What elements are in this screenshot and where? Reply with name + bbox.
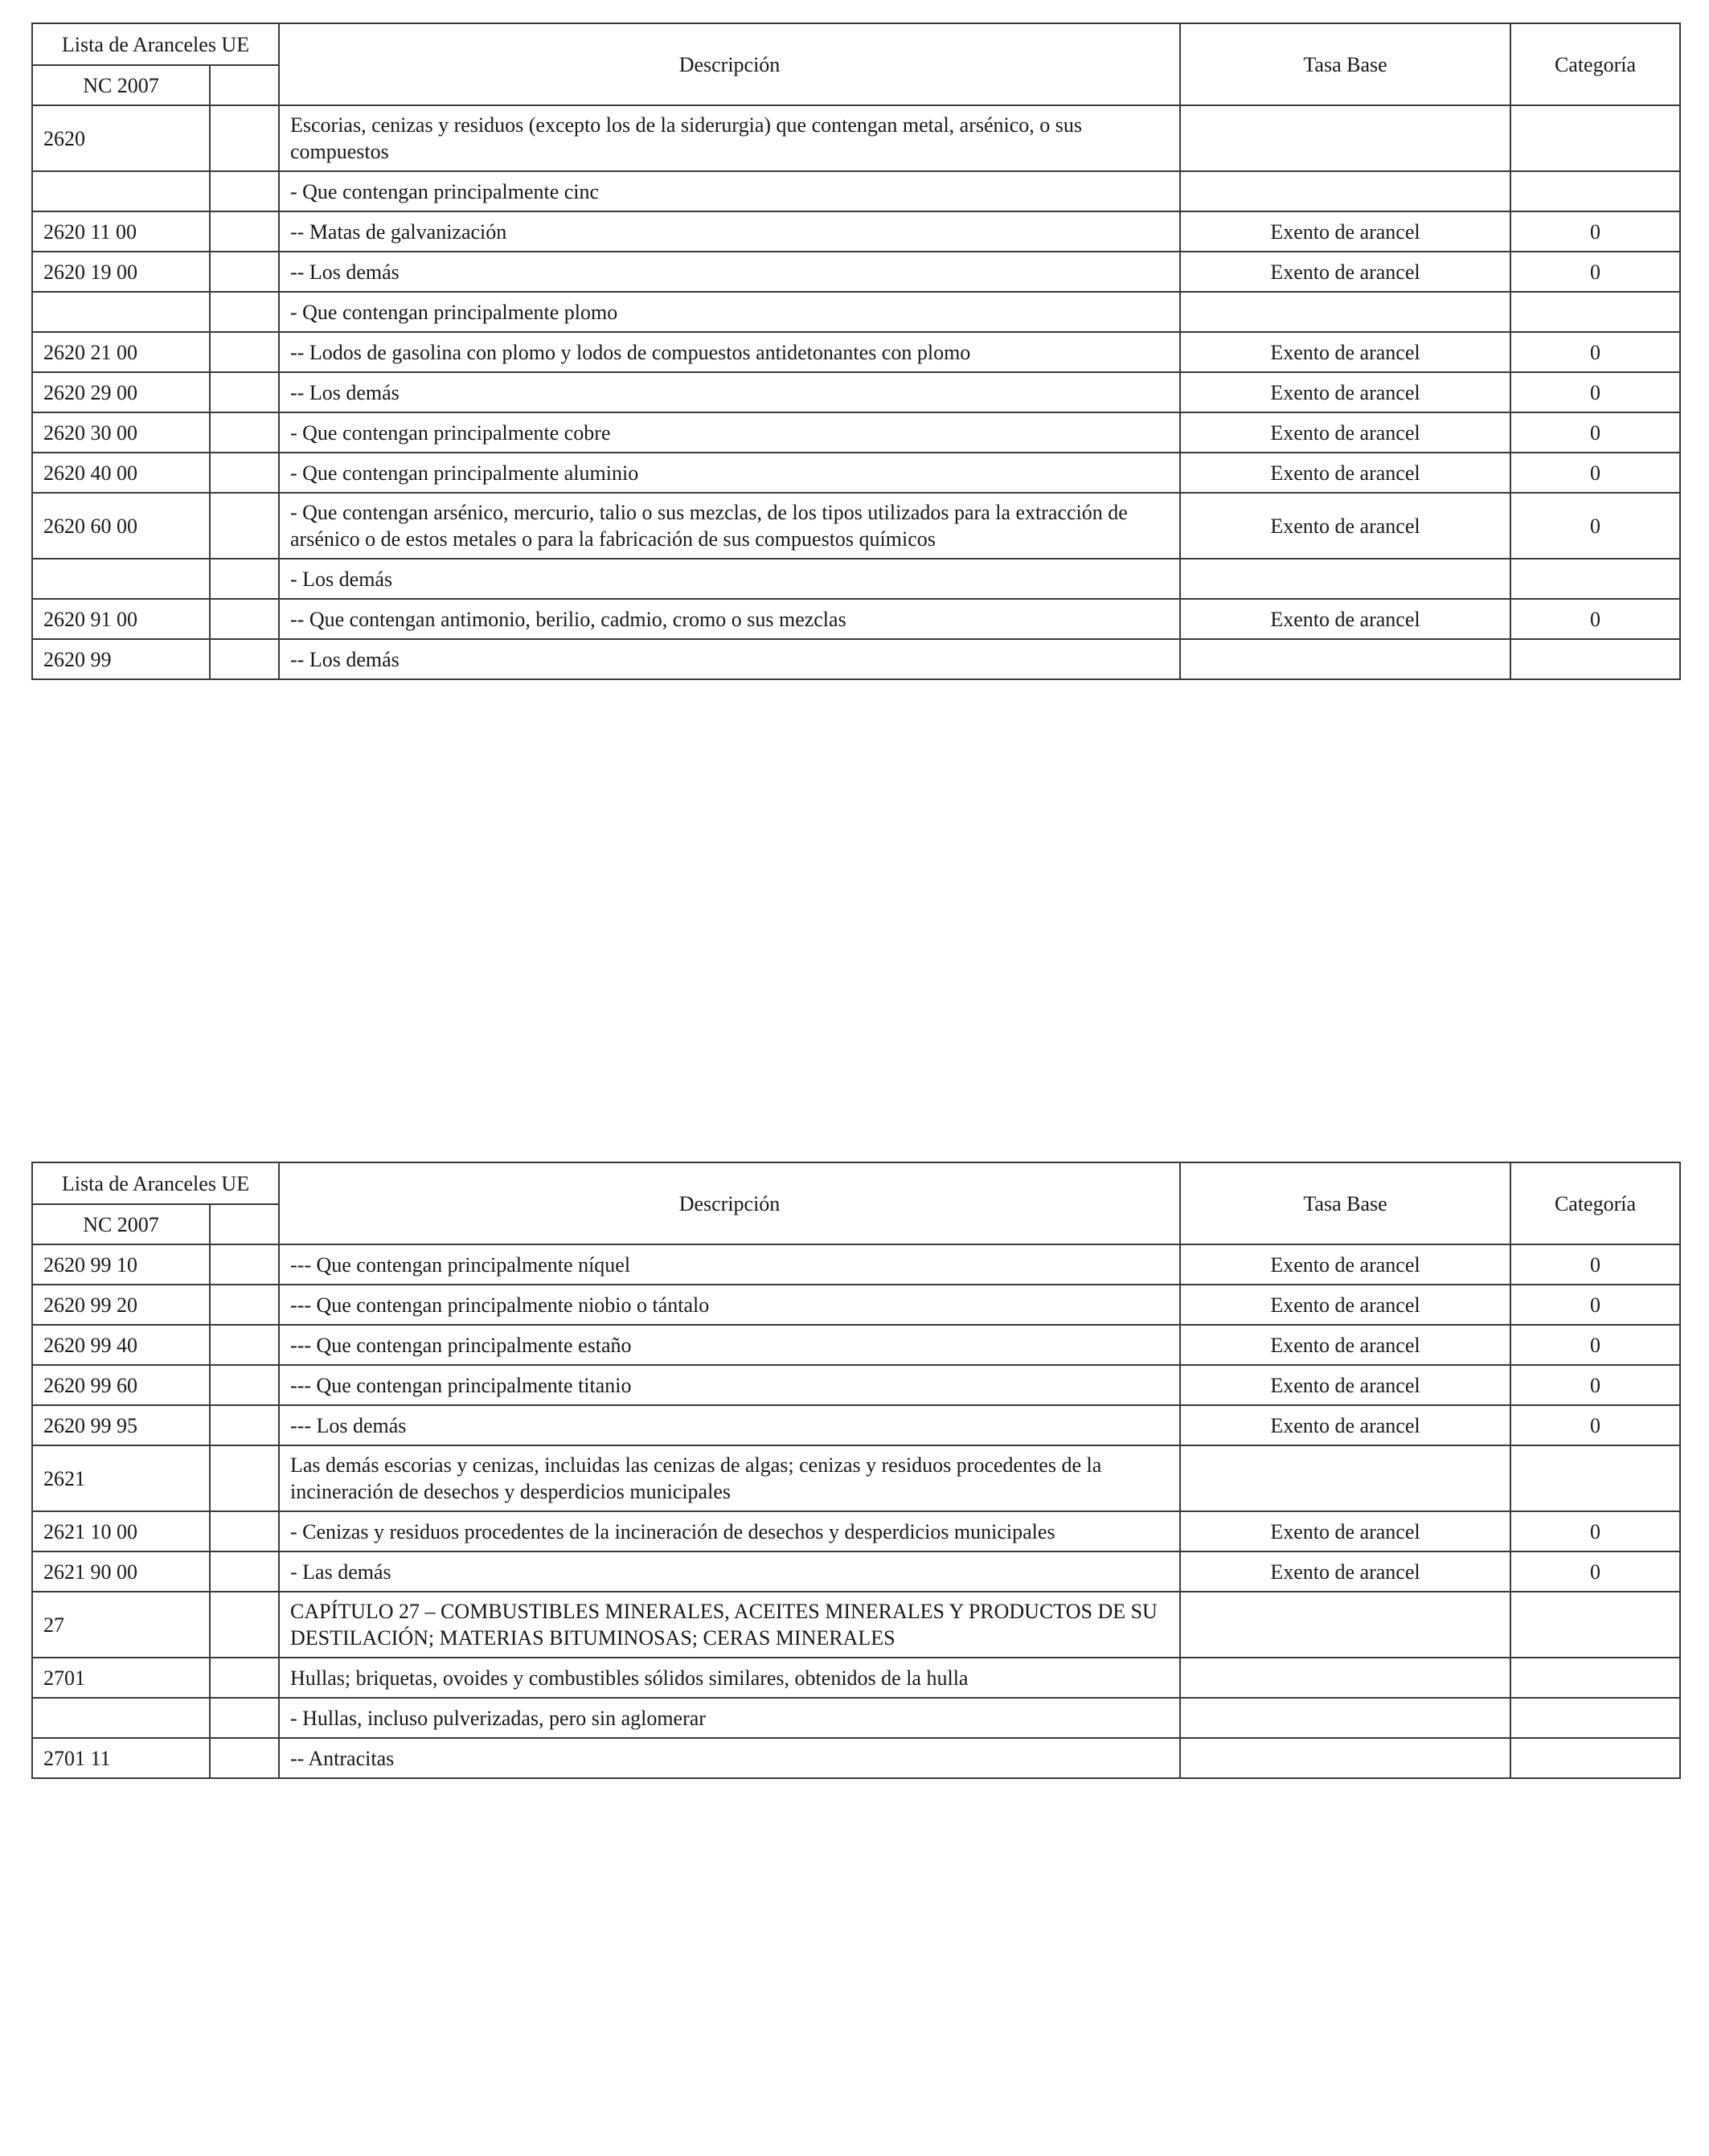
blank-cell	[210, 453, 279, 493]
code-cell	[32, 559, 210, 599]
description-cell: - Que contengan principalmente cobre	[279, 412, 1180, 453]
category-cell	[1510, 1698, 1680, 1738]
description-cell: --- Que contengan principalmente estaño	[279, 1325, 1180, 1365]
description-cell: -- Antracitas	[279, 1738, 1180, 1778]
code-cell: 2620 99 95	[32, 1405, 210, 1445]
category-cell	[1510, 1738, 1680, 1778]
blank-cell	[210, 1738, 279, 1778]
description-cell: - Las demás	[279, 1551, 1180, 1592]
description-cell: - Que contengan principalmente plomo	[279, 292, 1180, 332]
category-cell: 0	[1510, 372, 1680, 412]
table-row	[32, 1658, 1680, 1698]
code-cell: 2620 99	[32, 639, 210, 679]
description-cell: --- Que contengan principalmente níquel	[279, 1244, 1180, 1285]
table-row	[32, 1325, 1680, 1365]
base-rate-cell: Exento de arancel	[1180, 599, 1510, 639]
table-row	[32, 105, 1680, 171]
header-base-rate: Tasa Base	[1180, 23, 1510, 105]
category-cell	[1510, 105, 1680, 171]
category-cell: 0	[1510, 252, 1680, 292]
code-cell: 2621	[32, 1445, 210, 1511]
description-cell: - Que contengan principalmente aluminio	[279, 453, 1180, 493]
base-rate-cell	[1180, 105, 1510, 171]
blank-cell	[210, 211, 279, 252]
code-cell: 2620 99 60	[32, 1365, 210, 1405]
base-rate-cell: Exento de arancel	[1180, 412, 1510, 453]
description-cell: - Hullas, incluso pulverizadas, pero sin aglomerar	[279, 1698, 1180, 1738]
base-rate-cell	[1180, 1698, 1510, 1738]
base-rate-cell	[1180, 1738, 1510, 1778]
blank-cell	[210, 1698, 279, 1738]
category-cell	[1510, 292, 1680, 332]
header-nc-label: NC 2007	[32, 1204, 210, 1244]
header-blank-cell	[210, 1204, 279, 1244]
base-rate-cell: Exento de arancel	[1180, 372, 1510, 412]
description-cell: - Que contengan principalmente cinc	[279, 171, 1180, 211]
description-cell: CAPÍTULO 27 – COMBUSTIBLES MINERALES, ACEITES MINERALES Y PRODUCTOS DE SU DESTILACIÓN; MATERIAS BITUMINOSAS; CERAS MINERALES	[279, 1592, 1180, 1658]
code-cell	[32, 171, 210, 211]
description-cell: --- Los demás	[279, 1405, 1180, 1445]
base-rate-cell	[1180, 1592, 1510, 1658]
table-row	[32, 1285, 1680, 1325]
table-row	[32, 412, 1680, 453]
code-cell: 2620 99 10	[32, 1244, 210, 1285]
blank-cell	[210, 639, 279, 679]
description-cell: -- Los demás	[279, 372, 1180, 412]
code-cell: 2621 90 00	[32, 1551, 210, 1592]
code-cell: 2620 60 00	[32, 493, 210, 559]
description-cell: - Que contengan arsénico, mercurio, talio o sus mezclas, de los tipos utilizados para la extracción de arsénico o de estos metales o para la fabricación de sus compuestos químicos	[279, 493, 1180, 559]
code-cell: 2620 29 00	[32, 372, 210, 412]
table-row	[32, 332, 1680, 372]
blank-cell	[210, 493, 279, 559]
base-rate-cell: Exento de arancel	[1180, 1405, 1510, 1445]
blank-cell	[210, 1405, 279, 1445]
header-list-label: Lista de Aranceles UE	[32, 1162, 279, 1204]
blank-cell	[210, 292, 279, 332]
table-row	[32, 1511, 1680, 1551]
header-description: Descripción	[279, 1162, 1180, 1244]
table-row	[32, 1365, 1680, 1405]
category-cell: 0	[1510, 493, 1680, 559]
header-category: Categoría	[1510, 1162, 1680, 1244]
table-row	[32, 1405, 1680, 1445]
table-row	[32, 599, 1680, 639]
table-row	[32, 292, 1680, 332]
header-base-rate: Tasa Base	[1180, 1162, 1510, 1244]
table-row	[32, 1244, 1680, 1285]
base-rate-cell	[1180, 171, 1510, 211]
category-cell: 0	[1510, 1325, 1680, 1365]
code-cell: 2620	[32, 105, 210, 171]
table-row	[32, 252, 1680, 292]
code-cell: 2620 99 20	[32, 1285, 210, 1325]
category-cell: 0	[1510, 332, 1680, 372]
description-cell: -- Los demás	[279, 639, 1180, 679]
category-cell	[1510, 559, 1680, 599]
blank-cell	[210, 332, 279, 372]
category-cell	[1510, 639, 1680, 679]
header-list-label: Lista de Aranceles UE	[32, 23, 279, 65]
description-cell: --- Que contengan principalmente titanio	[279, 1365, 1180, 1405]
description-cell: --- Que contengan principalmente niobio o tántalo	[279, 1285, 1180, 1325]
code-cell: 2620 19 00	[32, 252, 210, 292]
description-cell: -- Lodos de gasolina con plomo y lodos de compuestos antidetonantes con plomo	[279, 332, 1180, 372]
description-cell: -- Los demás	[279, 252, 1180, 292]
tariff-table-2	[31, 1162, 1681, 1779]
table-row	[32, 1445, 1680, 1511]
code-cell: 2620 91 00	[32, 599, 210, 639]
blank-cell	[210, 1244, 279, 1285]
category-cell: 0	[1510, 1285, 1680, 1325]
code-cell: 2621 10 00	[32, 1511, 210, 1551]
blank-cell	[210, 1551, 279, 1592]
header-category: Categoría	[1510, 23, 1680, 105]
table-row	[32, 211, 1680, 252]
category-cell: 0	[1510, 453, 1680, 493]
header-description: Descripción	[279, 23, 1180, 105]
category-cell: 0	[1510, 1511, 1680, 1551]
blank-cell	[210, 1658, 279, 1698]
category-cell: 0	[1510, 211, 1680, 252]
base-rate-cell: Exento de arancel	[1180, 1285, 1510, 1325]
table-row	[32, 1738, 1680, 1778]
base-rate-cell: Exento de arancel	[1180, 332, 1510, 372]
blank-cell	[210, 171, 279, 211]
code-cell: 2620 30 00	[32, 412, 210, 453]
code-cell: 2620 99 40	[32, 1325, 210, 1365]
category-cell: 0	[1510, 1405, 1680, 1445]
base-rate-cell: Exento de arancel	[1180, 1511, 1510, 1551]
blank-cell	[210, 599, 279, 639]
code-cell	[32, 292, 210, 332]
blank-cell	[210, 1325, 279, 1365]
category-cell: 0	[1510, 1365, 1680, 1405]
code-cell: 2620 21 00	[32, 332, 210, 372]
header-blank-cell	[210, 65, 279, 105]
description-cell: -- Que contengan antimonio, berilio, cadmio, cromo o sus mezclas	[279, 599, 1180, 639]
base-rate-cell: Exento de arancel	[1180, 211, 1510, 252]
description-cell: Las demás escorias y cenizas, incluidas las cenizas de algas; cenizas y residuos procedentes de la incineración de desechos y desperdicios municipales	[279, 1445, 1180, 1511]
code-cell: 2620 40 00	[32, 453, 210, 493]
description-cell: - Los demás	[279, 559, 1180, 599]
blank-cell	[210, 1511, 279, 1551]
table-row	[32, 453, 1680, 493]
table-row	[32, 171, 1680, 211]
table-row	[32, 639, 1680, 679]
table-row	[32, 493, 1680, 559]
table-row	[32, 559, 1680, 599]
description-cell: Escorias, cenizas y residuos (excepto los de la siderurgia) que contengan metal, arsénico, o sus compuestos	[279, 105, 1180, 171]
base-rate-cell: Exento de arancel	[1180, 252, 1510, 292]
code-cell	[32, 1698, 210, 1738]
category-cell: 0	[1510, 599, 1680, 639]
base-rate-cell	[1180, 559, 1510, 599]
blank-cell	[210, 372, 279, 412]
description-cell: - Cenizas y residuos procedentes de la incineración de desechos y desperdicios municipales	[279, 1511, 1180, 1551]
blank-cell	[210, 1365, 279, 1405]
base-rate-cell: Exento de arancel	[1180, 1365, 1510, 1405]
blank-cell	[210, 1592, 279, 1658]
blank-cell	[210, 412, 279, 453]
base-rate-cell: Exento de arancel	[1180, 453, 1510, 493]
base-rate-cell: Exento de arancel	[1180, 493, 1510, 559]
blank-cell	[210, 252, 279, 292]
code-cell: 2701	[32, 1658, 210, 1698]
code-cell: 2701 11	[32, 1738, 210, 1778]
blank-cell	[210, 105, 279, 171]
base-rate-cell	[1180, 1445, 1510, 1511]
base-rate-cell: Exento de arancel	[1180, 1551, 1510, 1592]
category-cell	[1510, 1592, 1680, 1658]
category-cell: 0	[1510, 1551, 1680, 1592]
code-cell: 27	[32, 1592, 210, 1658]
category-cell: 0	[1510, 1244, 1680, 1285]
category-cell	[1510, 1658, 1680, 1698]
category-cell	[1510, 171, 1680, 211]
table-row	[32, 372, 1680, 412]
blank-cell	[210, 559, 279, 599]
base-rate-cell	[1180, 639, 1510, 679]
table-row	[32, 1698, 1680, 1738]
description-cell: -- Matas de galvanización	[279, 211, 1180, 252]
blank-cell	[210, 1285, 279, 1325]
table-row	[32, 1592, 1680, 1658]
base-rate-cell: Exento de arancel	[1180, 1325, 1510, 1365]
category-cell: 0	[1510, 412, 1680, 453]
code-cell: 2620 11 00	[32, 211, 210, 252]
description-cell: Hullas; briquetas, ovoides y combustibles sólidos similares, obtenidos de la hulla	[279, 1658, 1180, 1698]
base-rate-cell: Exento de arancel	[1180, 1244, 1510, 1285]
base-rate-cell	[1180, 292, 1510, 332]
category-cell	[1510, 1445, 1680, 1511]
header-nc-label: NC 2007	[32, 65, 210, 105]
tariff-table-1	[31, 23, 1681, 680]
base-rate-cell	[1180, 1658, 1510, 1698]
table-row	[32, 1551, 1680, 1592]
blank-cell	[210, 1445, 279, 1511]
